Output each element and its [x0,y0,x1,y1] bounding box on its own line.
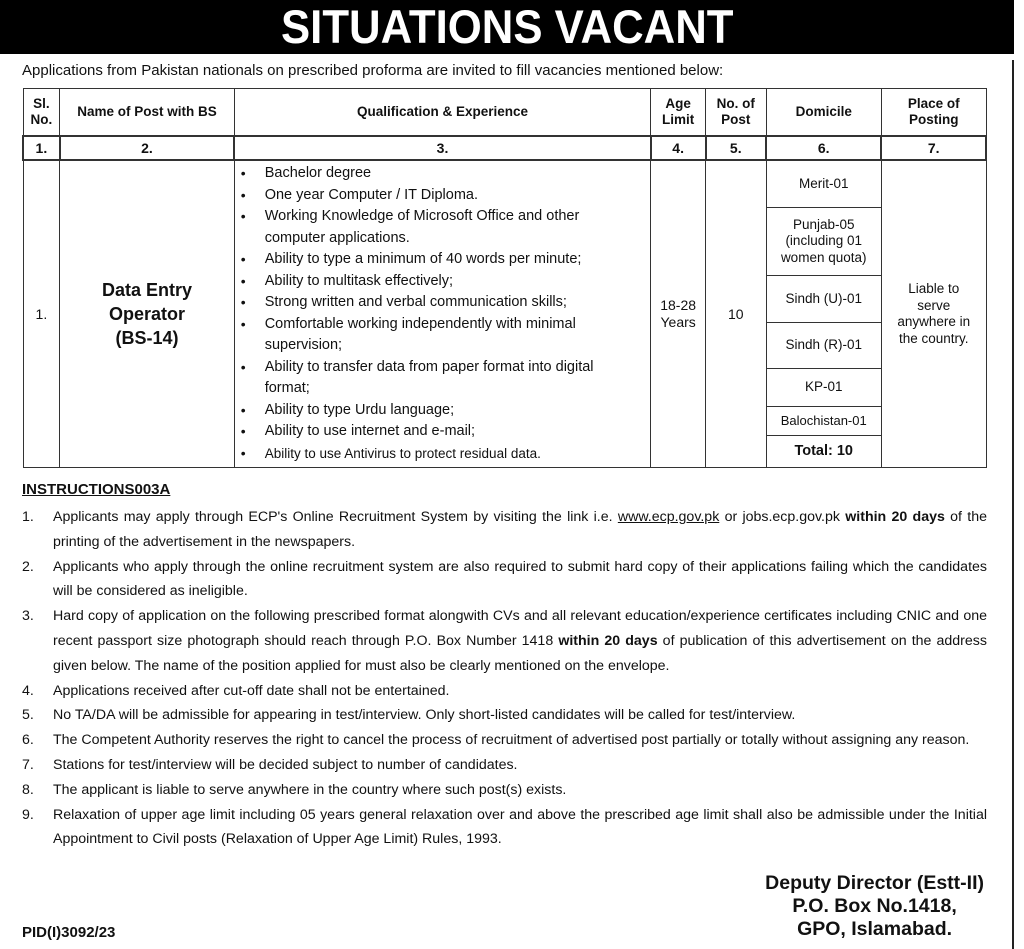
post-name-cell [60,160,234,468]
pid-number: PID(I)3092/23 [22,924,116,941]
column-number: 4. [651,136,706,160]
domicile-cell [766,160,881,468]
column-number: 3. [234,136,651,160]
bullet-icon: • [240,208,246,224]
qualification-item: • Strong written and verbal communication skills; [235,292,651,314]
domicile-item: Sindh (U)-01 [767,276,881,323]
signature-po-box: P.O. Box No.1418, [792,895,957,917]
header-domicile: Domicile [766,89,881,137]
bullet-icon: • [240,251,246,267]
instruction-item: 9. Relaxation of upper age limit including 05 years general relaxation over and above the prescribed age limit shall also be admissible under the Initial Appointment to Civil posts (Relaxation of Upper Age Limit) Rules, 1993. [22,806,987,848]
bullet-icon: • [240,358,246,375]
header-sl-no: Sl. No. [23,89,60,137]
qualification-item: • Ability to transfer data from paper format into digital format; [240,358,594,396]
qualification-item: • Working Knowledge of Microsoft Office and other computer applications. [240,208,580,246]
column-number: 7. [881,136,986,160]
domicile-item: Merit-01 [767,161,881,208]
age-limit-cell: 18-28 Years [651,160,706,468]
header-age-limit: Age Limit [651,89,706,137]
domicile-item: KP-01 [767,369,881,407]
intro-text: Applications from Pakistan nationals on prescribed proforma are invited to fill vacancies mentioned below: [22,62,724,79]
domicile-list [767,161,881,467]
ecp-website-link[interactable]: www.ecp.gov.pk [617,509,720,525]
instruction-item: 6. The Competent Authority reserves the right to cancel the process of recruitment of advertised post partially or totally without assigning any reason. [22,732,970,749]
bullet-icon: • [240,186,246,203]
qualification-item: • Comfortable working independently with minimal supervision; [240,315,576,353]
instructions-list [22,505,987,852]
place-of-posting-cell [881,160,986,468]
instruction-item: 2. Applicants who apply through the online recruitment system are also required to submit hard copy of their applications failing which the candidates will be considered as ineligible. [22,558,987,600]
table-row [23,160,986,468]
bullet-icon: • [240,315,246,332]
domicile-item: Sindh (R)-01 [767,323,881,369]
instruction-item: 5. No TA/DA will be admissible for appearing in test/interview. Only short-listed candidates will be called for test/interview. [22,707,796,724]
column-number: 1. [23,136,60,160]
page-frame-right [1012,60,1014,949]
bullet-icon: • [240,423,246,439]
qualification-item: • One year Computer / IT Diploma. [235,185,651,207]
column-number: 6. [766,136,881,160]
qualification-item: • Ability to type a minimum of 40 words per minute; [235,249,651,271]
bullet-icon: • [240,272,246,289]
signature-block [765,872,984,941]
instruction-item: 4. Applications received after cut-off date shall not be entertained. [22,682,450,699]
bullet-icon: • [240,444,246,461]
instructions-heading: INSTRUCTIONS003A [22,481,171,498]
header-place-of-posting: Place of Posting [881,89,986,137]
column-number: 2. [60,136,234,160]
bullet-icon: • [240,165,246,181]
place-of-posting: Liable to serve anywhere in the country. [897,281,971,346]
header-qualification: Qualification & Experience [234,89,651,137]
domicile-item: Punjab-05 (including 01 women quota) [767,208,881,276]
column-number-row [23,136,986,160]
qualification-item: • Ability to multitask effectively; [235,271,651,293]
instruction-item: 3. Hard copy of application on the following prescribed format alongwith CVs and all relevant education/experience certificates including CNIC and one recent passport size photograph should reach through P.O. Box Number 1418 within 20 days of publication of this advertisement on the address given below. The name of the position applied for must also be clearly mentioned on the envelope. [22,608,987,674]
table-header-row [23,89,986,137]
post-name: Data Entry Operator (BS-14) [101,280,192,348]
qualification-item: • Ability to use internet and e-mail; [235,421,651,443]
no-of-post-cell: 10 [706,160,767,468]
column-number: 5. [706,136,767,160]
bullet-icon: • [240,401,246,418]
signature-title: Deputy Director (Estt-II) [765,872,984,894]
vacancy-table [22,88,987,468]
banner [0,0,1014,54]
qualification-item: • Bachelor degree [235,163,651,185]
instruction-item: 8. The applicant is liable to serve anywhere in the country where such post(s) exists. [22,781,567,798]
instruction-item: 1. Applicants may apply through ECP's Online Recruitment System by visiting the link i.e. www.ecp.gov.pk or jobs.ecp.gov.pk within 20 days of the printing of the advertisement in the newspapers. [22,509,987,550]
domicile-item: Balochistan-01 [767,407,881,436]
banner-title: SITUATIONS VACANT [280,0,734,53]
qualification-item: • Ability to use Antivirus to protect residual data. [235,443,651,465]
bullet-icon: • [240,294,246,310]
header-no-of-post: No. of Post [706,89,767,137]
domicile-total: Total: 10 [794,443,853,460]
qualification-item: • Ability to type Urdu language; [235,400,651,422]
sl-no-cell: 1. [23,160,60,468]
signature-city: GPO, Islamabad. [797,918,953,940]
qualification-list [235,163,651,464]
header-post-name: Name of Post with BS [60,89,234,137]
instruction-item: 7. Stations for test/interview will be decided subject to number of candidates. [22,756,518,773]
qualification-cell [234,160,651,468]
